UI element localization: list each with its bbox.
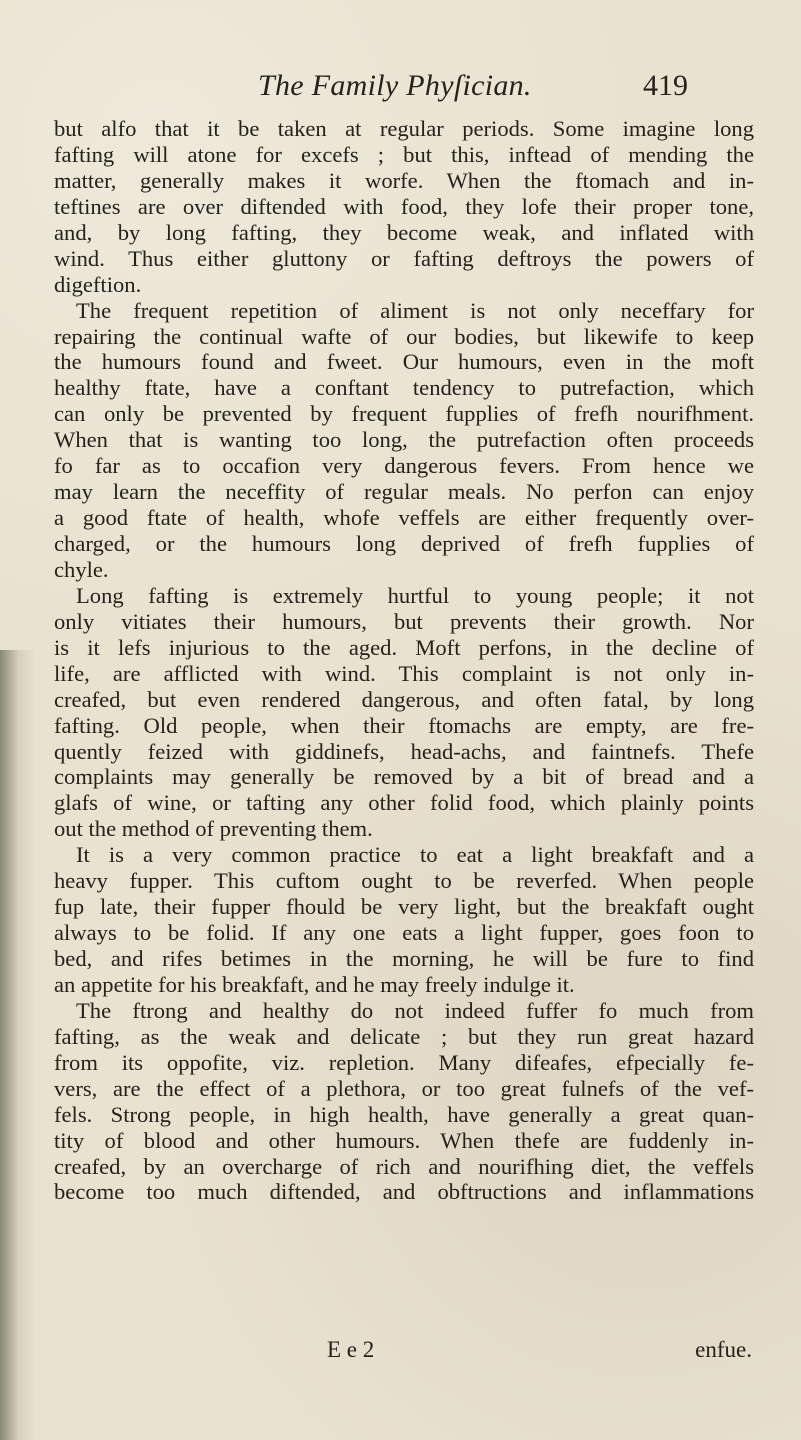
text-line: quently feized with giddinefs, head-achs, and faintnefs. Thefe xyxy=(54,738,754,764)
paragraph-start-line: Long fafting is extremely hurtful to young people; it not xyxy=(76,582,754,608)
text-line: tity of blood and other humours. When thefe are fuddenly in- xyxy=(54,1127,754,1153)
text-line: digeftion. xyxy=(54,271,142,297)
text-line: a good ftate of health, whofe veffels are either frequently over- xyxy=(54,505,754,531)
printer-signature: E e 2 xyxy=(327,1337,375,1362)
text-line: creafed, by an overcharge of rich and nourifhing diet, the veffels xyxy=(54,1153,754,1179)
text-line: When that is wanting too long, the putrefaction often proceeds xyxy=(54,427,754,453)
text-line: always to be folid. If any one eats a light fupper, goes foon to xyxy=(54,920,754,946)
page-edge-shadow xyxy=(0,650,36,1440)
text-line: fafting, as the weak and delicate ; but they run great hazard xyxy=(54,1023,754,1049)
text-line: repairing the continual wafte of our bodies, but likewife to keep xyxy=(54,323,754,349)
text-line: can only be prevented by frequent fupplies of frefh nourifhment. xyxy=(54,401,754,427)
text-line: but alfo that it be taken at regular periods. Some imagine long xyxy=(54,116,754,141)
text-line: complaints may generally be removed by a bit of bread and a xyxy=(54,764,754,790)
text-line: an appetite for his breakfaft, and he may freely indulge it. xyxy=(54,971,575,997)
text-line: become too much diftended, and obftructions and inflammations xyxy=(54,1179,754,1205)
text-line: life, are afflicted with wind. This complaint is not only in- xyxy=(54,660,754,686)
text-line: fo far as to occafion very dangerous fevers. From hence we xyxy=(54,453,754,479)
paragraph-start-line: The frequent repetition of aliment is not only neceffary for xyxy=(76,297,754,323)
page-footer xyxy=(54,1337,754,1367)
text-line: is it lefs injurious to the aged. Moft perfons, in the decline of xyxy=(54,634,754,660)
text-line: wind. Thus either gluttony or fafting deftroys the powers of xyxy=(54,245,754,271)
text-line: bed, and rifes betimes in the morning, he will be fure to find xyxy=(54,946,754,971)
paragraph-start-line: The ftrong and healthy do not indeed fuffer fo much from xyxy=(76,997,754,1023)
text-line: fup late, their fupper fhould be very light, but the breakfaft ought xyxy=(54,894,754,920)
text-line: only vitiates their humours, but prevents their growth. Nor xyxy=(54,608,754,634)
text-line: fafting. Old people, when their ftomachs are empty, are fre- xyxy=(54,712,754,738)
text-line: from its oppofite, viz. repletion. Many difeafes, efpecially fe- xyxy=(54,1049,754,1075)
text-line: and, by long fafting, they become weak, and inflated with xyxy=(54,219,754,245)
running-head: The Family Phyſician. xyxy=(258,69,532,102)
text-line: vers, are the effect of a plethora, or too great fulnefs of the vef- xyxy=(54,1075,754,1101)
text-line: glafs of wine, or tafting any other folid food, which plainly points xyxy=(54,790,754,816)
text-line: creafed, but even rendered dangerous, and often fatal, by long xyxy=(54,686,754,712)
text-line: fafting will atone for excefs ; but this, inftead of mending the xyxy=(54,141,754,167)
text-line: the humours found and fweet. Our humours, even in the moft xyxy=(54,349,754,375)
text-line: may learn the neceffity of regular meals. No perfon can enjoy xyxy=(54,479,754,505)
text-line: fels. Strong people, in high health, have generally a great quan- xyxy=(54,1101,754,1127)
catchword: enfue. xyxy=(695,1337,752,1362)
text-line: heavy fupper. This cuftom ought to be reverfed. When people xyxy=(54,868,754,894)
text-line: out the method of preventing them. xyxy=(54,816,373,842)
body-text xyxy=(54,116,754,1205)
paragraph-start-line: It is a very common practice to eat a light breakfaft and a xyxy=(76,842,754,868)
page-header xyxy=(258,66,688,106)
text-line: matter, generally makes it worfe. When the ftomach and in- xyxy=(54,167,754,193)
text-line: healthy ftate, have a conftant tendency to putrefaction, which xyxy=(54,375,754,401)
text-line: chyle. xyxy=(54,556,109,582)
text-line: teftines are over diftended with food, they lofe their proper tone, xyxy=(54,193,754,219)
text-line: charged, or the humours long deprived of frefh fupplies of xyxy=(54,531,754,556)
page-number: 419 xyxy=(643,69,688,102)
